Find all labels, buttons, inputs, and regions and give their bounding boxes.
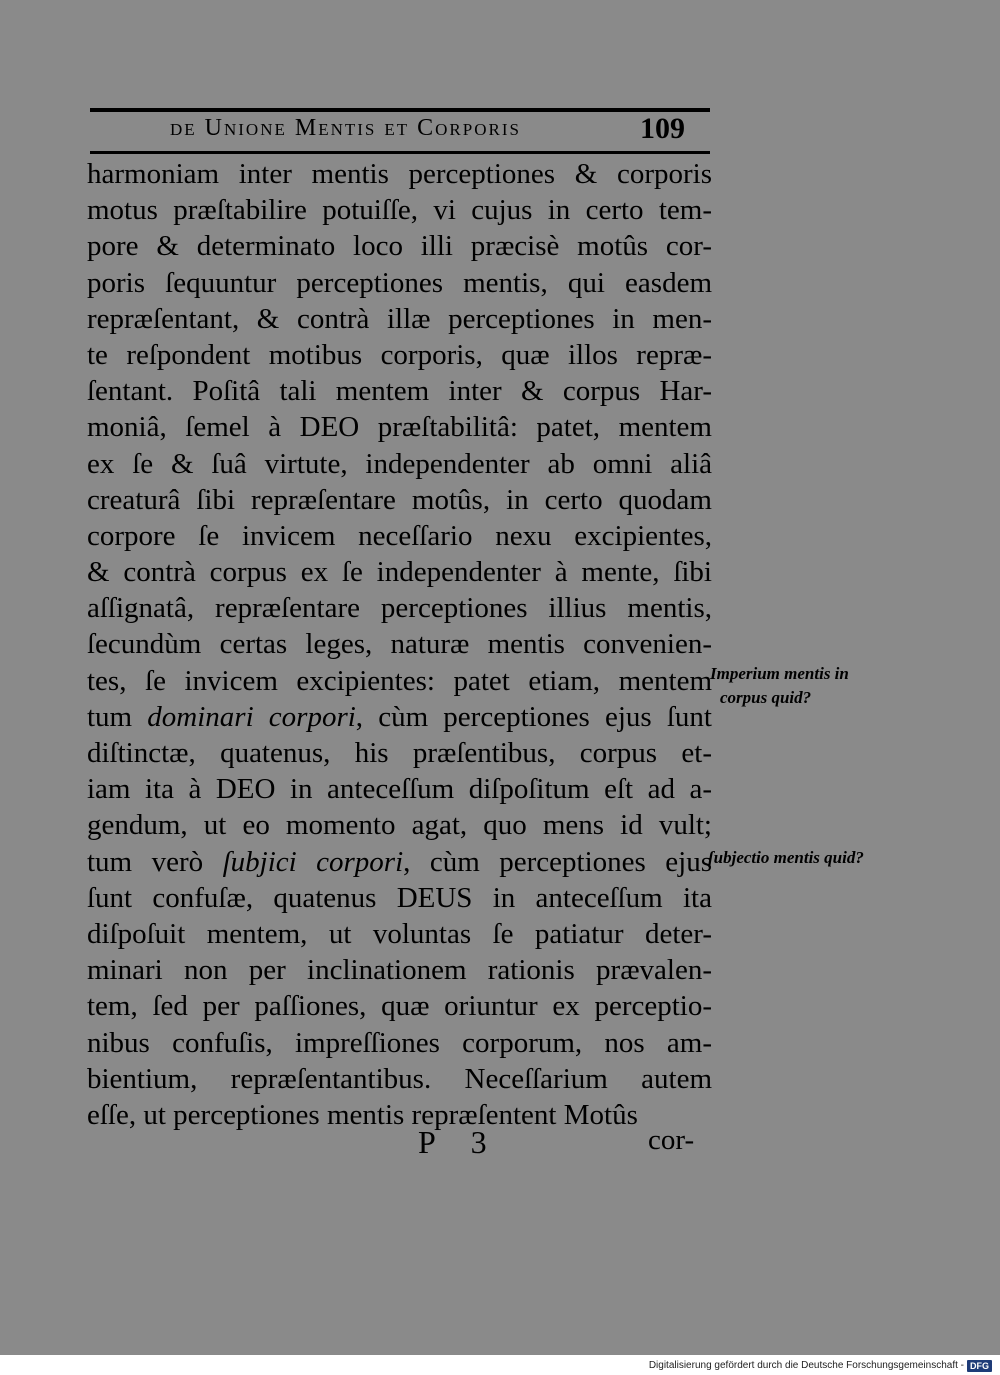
text-line: diſtinctæ, quatenus, his præſentibus, corpus et-: [87, 737, 712, 769]
text-line: moniâ, ſemel à DEO præſtabilitâ: patet, mentem: [87, 411, 712, 444]
text-line: ſentant. Poſitâ tali mentem inter & corpus Har-: [87, 375, 712, 408]
italic-phrase: dominari corpori: [147, 700, 356, 733]
text-line: iam ita à DEO in anteceſſum diſpoſitum eſt ad a-: [87, 773, 712, 806]
page-number: 109: [640, 112, 685, 145]
dfg-logo: DFG: [967, 1360, 992, 1372]
running-head: de Unione Mentis et Corporis: [170, 115, 521, 141]
text-line: ſunt confuſæ, quatenus DEUS in anteceſſum ita: [87, 881, 712, 914]
margin-note-imperium: [710, 662, 849, 710]
text-line: pore & determinato loco illi præcisè motûs cor-: [87, 230, 712, 263]
body-text: [87, 156, 712, 1133]
text-line: & contrà corpus ex ſe independenter à mente, ſibi: [87, 556, 712, 589]
margin-note-line: Imperium mentis in: [710, 664, 849, 683]
text-line: harmoniam inter mentis perceptiones & corporis: [87, 158, 712, 190]
text-line: eſſe, ut perceptiones mentis repræſentent Motûs: [87, 1098, 638, 1131]
text-line: aſſignatâ, repræſentare perceptiones illius mentis,: [87, 592, 712, 625]
header-rule-top: [90, 108, 710, 112]
text-line: poris ſequuntur perceptiones mentis, qui easdem: [87, 266, 712, 299]
italic-phrase: ſubjici corpori: [222, 845, 404, 878]
credit-text: Digitalisierung gefördert durch die Deutsche Forschungsgemeinschaft -: [648, 1360, 964, 1371]
text-line: tes, ſe invicem excipientes: patet etiam, mentem: [87, 664, 712, 697]
text-line: minari non per inclinationem rationis prævalen-: [87, 954, 712, 987]
signature-mark: P 3: [418, 1124, 501, 1160]
digitization-credit: [649, 1359, 992, 1373]
text-line: nibus confuſis, impreſſiones corporum, nos am-: [87, 1026, 712, 1059]
text-line: tum dominari corpori, cùm perceptiones ejus ſunt: [87, 700, 712, 733]
text-line: diſpoſuit mentem, ut voluntas ſe patiatur deter-: [87, 917, 712, 950]
text-line: tum verò ſubjici corpori, cùm perceptiones ejus: [87, 845, 712, 878]
text-line: ex ſe & ſuâ virtute, independenter ab omni aliâ: [87, 447, 712, 480]
text-line: corpore ſe invicem neceſſario nexu excipientes,: [87, 519, 712, 552]
margin-note-line: corpus quid?: [720, 688, 812, 707]
text-line: creaturâ ſibi repræſentare motûs, in certo quodam: [87, 483, 712, 516]
header-rule-bottom: [90, 151, 710, 154]
text-line: repræſentant, & contrà illæ perceptiones in men-: [87, 302, 712, 335]
text-line: motus præſtabilire potuiſſe, vi cujus in certo tem-: [87, 194, 712, 227]
text-line: te reſpondent motibus corporis, quæ illos repræ-: [87, 338, 712, 371]
margin-note-subjectio: ſubjectio mentis quid?: [708, 848, 864, 867]
text-line: tem, ſed per paſſiones, quæ oriuntur ex perceptio-: [87, 990, 712, 1023]
catchword: cor-: [648, 1124, 695, 1156]
text-line: bientium, repræſentantibus. Neceſſarium autem: [87, 1062, 712, 1095]
text-line: ſecundùm certas leges, naturæ mentis convenien-: [87, 628, 712, 661]
text-line: gendum, ut eo momento agat, quo mens id vult;: [87, 809, 712, 842]
